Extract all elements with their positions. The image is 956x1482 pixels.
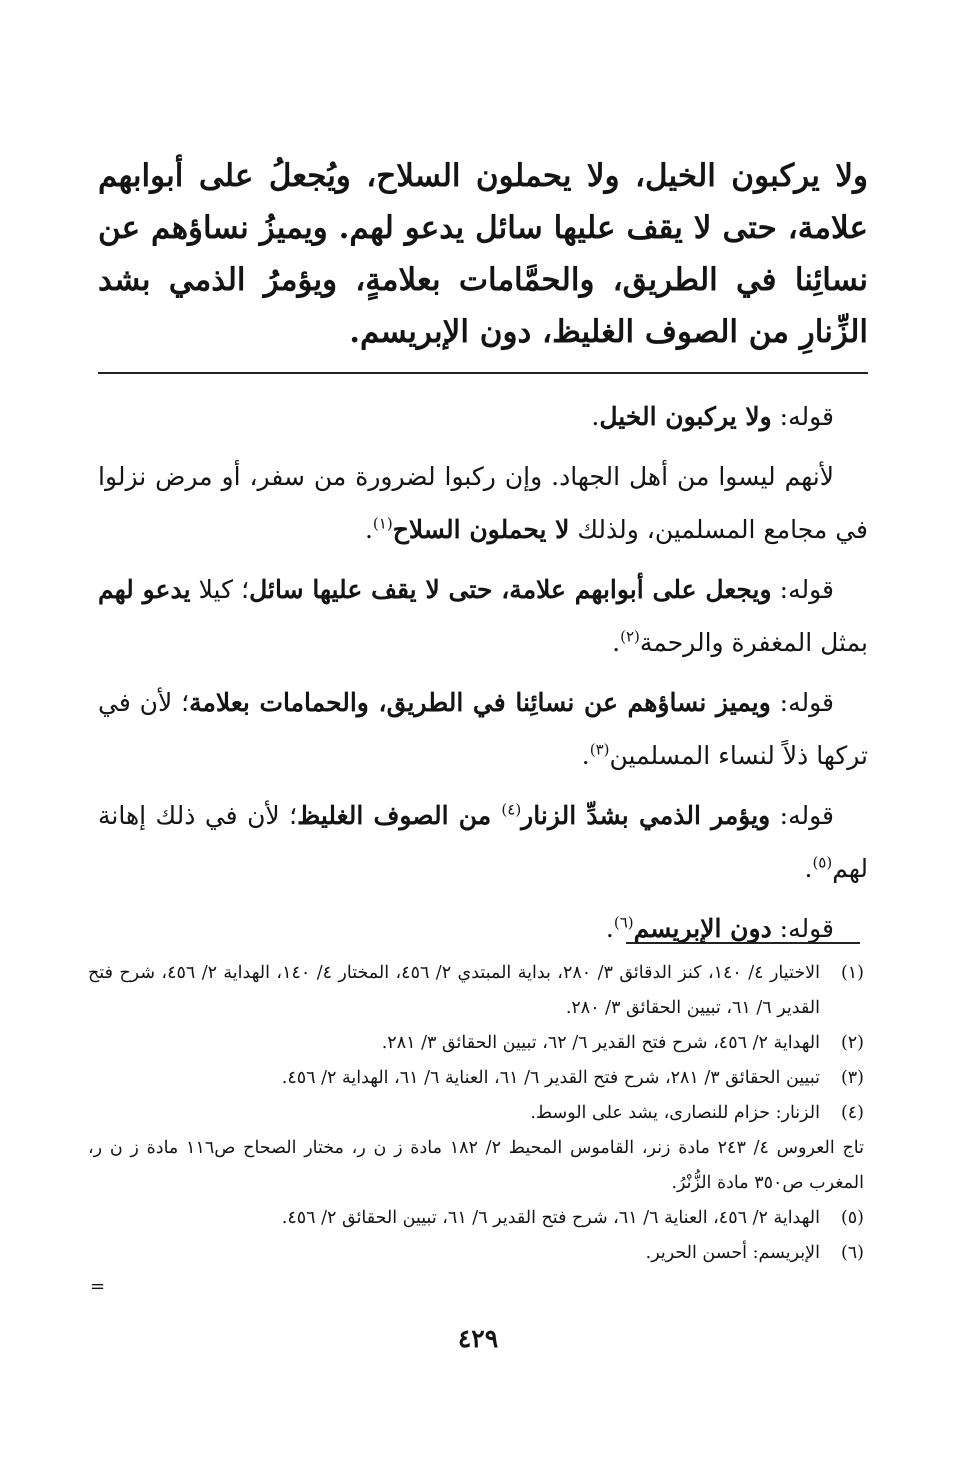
commentary-paragraph-2: لأنهم ليسوا من أهل الجهاد. وإن ركبوا لضرورة من سفر، أو مرض نزلوا في مجامع المسلمين، ولذلك لا يحملون السلاح$^{(١)}$. xyxy=(98,462,868,544)
commentary-paragraph-3: قوله: ويجعل على أبوابهم علامة، حتى لا يقف عليها سائل؛ كيلا يدعو لهم بمثل المغفرة والرحمة$^{(٢)}$. xyxy=(98,575,868,657)
footnote-3: (٣) تبيين الحقائق ٣/ ٢٨١، شرح فتح القدير ٦/ ٦١، العناية ٦/ ٦١، الهداية ٢/ ٤٥٦. xyxy=(281,1068,864,1088)
footnote-separator xyxy=(626,942,860,944)
matn-text: ولا يركبون الخيل، ولا يحملون السلاح، ويُجعلُ على أبوابهم علامة، حتى لا يقف عليها سائل يدعو لهم. ويميزُ نساؤهم عن نسائِنا في الطريق، والحمَّامات بعلامةٍ، ويؤمرُ الذمي بشد الزِّنارِ من الصوف الغليظ، دون الإبريسم. xyxy=(98,158,868,350)
separator-rule xyxy=(98,372,868,374)
footnote-5: (٥) الهداية ٢/ ٤٥٦، العناية ٦/ ٦١، شرح فتح القدير ٦/ ٦١، تبيين الحقائق ٢/ ٤٥٦. xyxy=(281,1208,864,1228)
footnote-4-sources: تاج العروس ٤/ ٢٤٣ مادة زنر، القاموس المحيط ٢/ ١٨٢ مادة ز ن ر، مختار الصحاح ص١١٦ مادة ز ن ر، المغرب ص٣٥٠ مادة الزُّنْرُ. xyxy=(88,1138,864,1193)
commentary-paragraph-1: قوله: ولا يركبون الخيل. xyxy=(591,402,834,431)
footnote-ref[interactable]: (٣) xyxy=(589,740,610,759)
footnote-ref[interactable]: (١) xyxy=(372,514,393,533)
continuation-mark: = xyxy=(90,1276,106,1297)
commentary xyxy=(98,390,868,962)
page-number: ٤٢٩ xyxy=(457,1324,499,1353)
commentary-paragraph-5: قوله: ويؤمر الذمي بشدِّ الزنار$^{(٤)}$ من الصوف الغليظ؛ لأن في ذلك إهانة لهم$^{(٥)}$. xyxy=(98,800,868,883)
footnotes xyxy=(88,956,864,1271)
footnote-4: (٤) الزنار: حزام للنصارى، يشد على الوسط. xyxy=(530,1103,864,1123)
footnote-6: (٦) الإبريسم: أحسن الحرير. xyxy=(645,1243,864,1263)
footnote-1: (١) الاختيار ٤/ ١٤٠، كنز الدقائق ٣/ ٢٨٠، بداية المبتدي ٢/ ٤٥٦، المختار ٤/ ١٤٠، الهداية ٢/ ٤٥٦، شرح فتح القدير ٦/ ٦١، تبيين الحقائق ٣/ ٢٨٠. xyxy=(88,963,864,1018)
footnote-ref[interactable]: (٦) xyxy=(613,913,634,932)
footnote-ref[interactable]: (٥) xyxy=(812,853,833,872)
commentary-paragraph-4: قوله: ويميز نساؤهم عن نسائِنا في الطريق، والحمامات بعلامة؛ لأن في تركها ذلاً لنساء المسلمين$^{(٣)}$. xyxy=(98,688,868,770)
footnote-ref[interactable]: (٢) xyxy=(620,627,640,646)
footnote-ref[interactable]: (٤) xyxy=(501,800,522,819)
commentary-paragraph-6: قوله: دون الإبريسم$^{(٦)}$. xyxy=(605,913,834,943)
footnote-2: (٢) الهداية ٢/ ٤٥٦، شرح فتح القدير ٦/ ٦٢، تبيين الحقائق ٣/ ٢٨١. xyxy=(381,1033,864,1053)
